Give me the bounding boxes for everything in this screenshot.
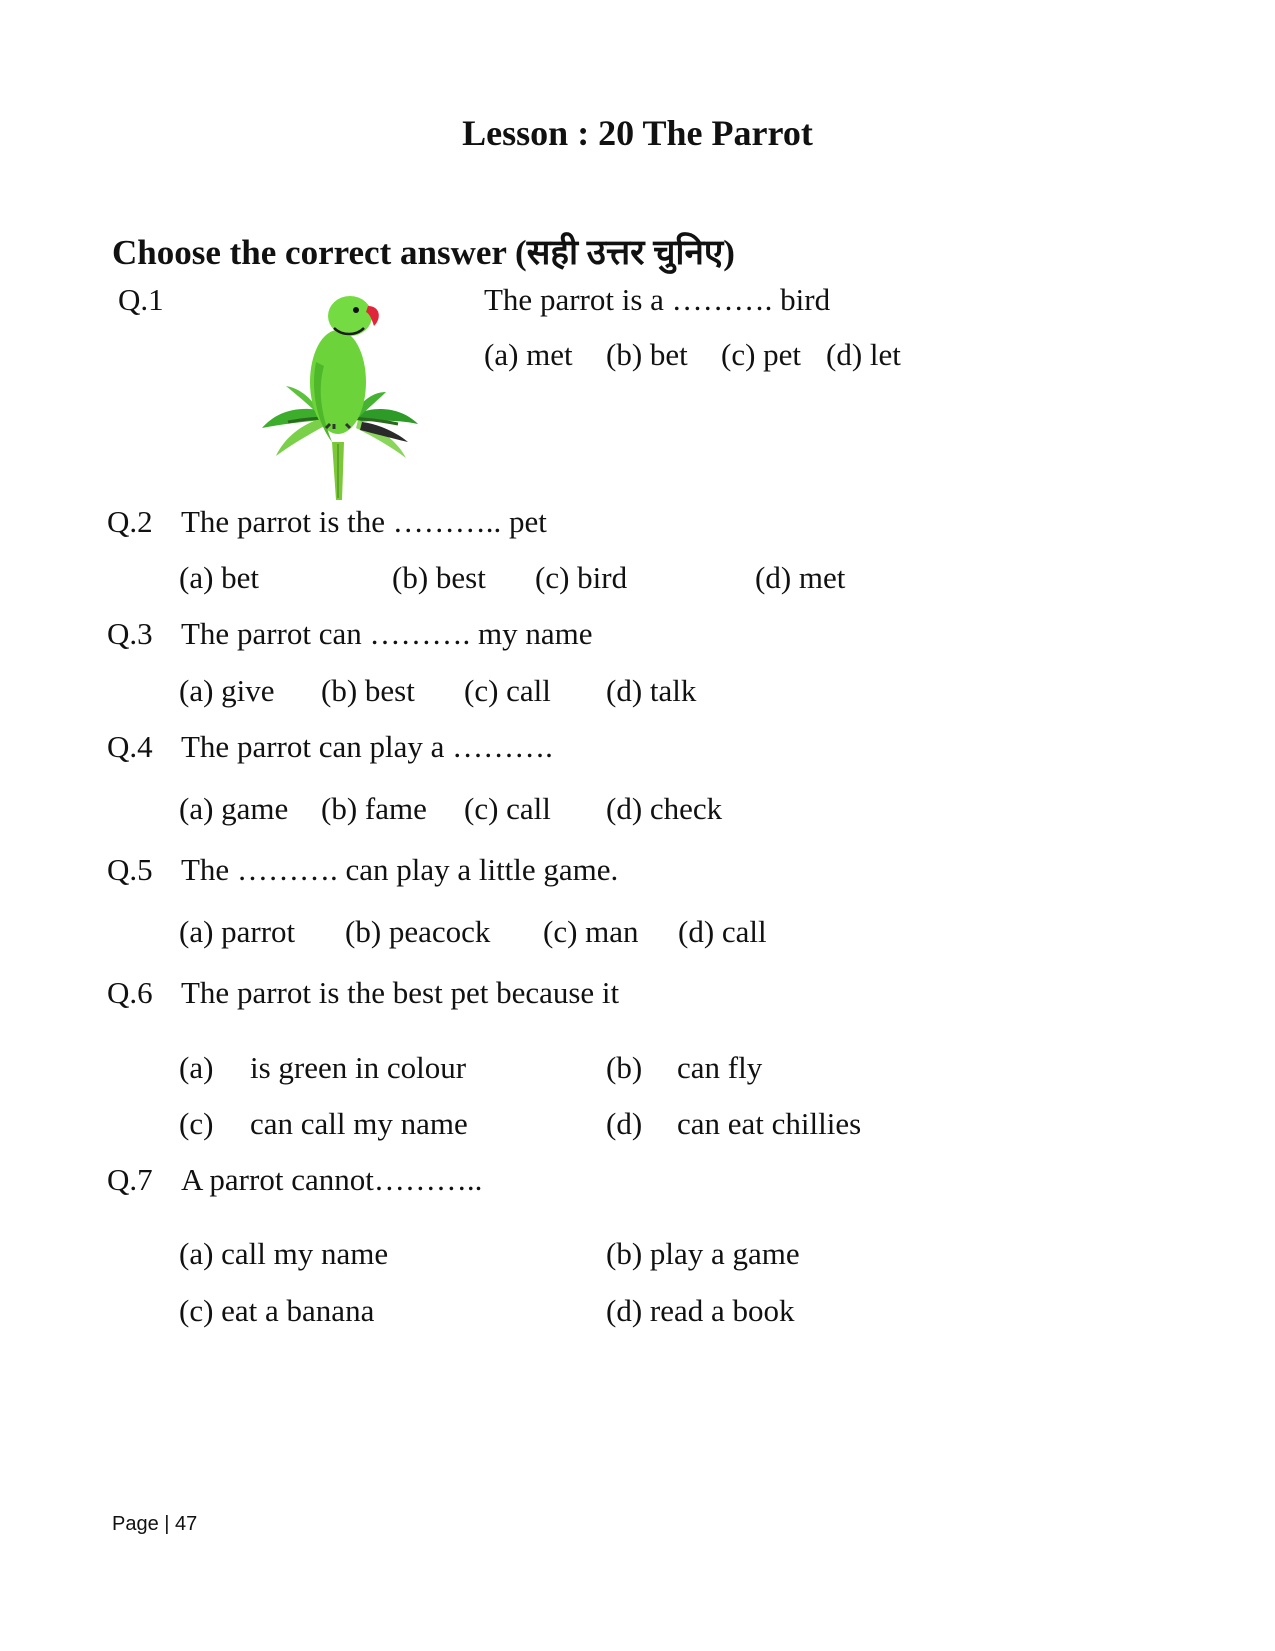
option-b-label: (b) (606, 1050, 643, 1085)
option-d: (d) check (606, 791, 723, 826)
option-a: (a) call my name (179, 1236, 389, 1271)
option-a-label: (a) (179, 1050, 214, 1085)
question-text: A parrot cannot……….. (181, 1162, 483, 1197)
option-a: (a) parrot (179, 914, 296, 949)
question-text: The ………. can play a little game. (181, 852, 619, 887)
option-d: (d) let (826, 337, 901, 372)
option-d-text: can eat chillies (677, 1106, 862, 1141)
option-a: (a) bet (179, 560, 260, 595)
question-5 (107, 852, 618, 888)
parrot-icon (258, 292, 424, 502)
question-number: Q.7 (107, 1162, 153, 1197)
question-text: The parrot is the ……….. pet (181, 504, 547, 539)
option-b-text: can fly (677, 1050, 763, 1085)
page-title: Lesson : 20 The Parrot (462, 113, 813, 153)
option-c: (c) bird (535, 560, 628, 595)
page-number: Page | 47 (112, 1513, 198, 1535)
question-text: The parrot can ………. my name (181, 616, 593, 651)
question-3 (107, 616, 592, 652)
option-c: (c) man (543, 914, 639, 949)
question-number: Q.5 (107, 852, 153, 887)
option-a: (a) met (484, 337, 573, 372)
option-a-text: is green in colour (250, 1050, 467, 1085)
option-b: (b) fame (321, 791, 427, 826)
question-text: The parrot is the best pet because it (181, 975, 620, 1010)
question-2 (107, 504, 547, 540)
option-b: (b) peacock (345, 914, 491, 949)
question-7 (107, 1162, 482, 1198)
question-text: The parrot is a ………. bird (484, 282, 831, 317)
question-number: Q.1 (118, 282, 164, 317)
option-c-label: (c) (179, 1106, 214, 1141)
question-number: Q.2 (107, 504, 153, 539)
option-c: (c) call (464, 791, 551, 826)
option-d-label: (d) (606, 1106, 643, 1141)
option-d: (d) call (678, 914, 767, 949)
question-4 (107, 729, 553, 765)
option-b: (b) best (321, 673, 415, 708)
option-a: (a) game (179, 791, 289, 826)
option-a: (a) give (179, 673, 275, 708)
option-c: (c) call (464, 673, 551, 708)
option-d: (d) met (755, 560, 846, 595)
option-b: (b) best (392, 560, 486, 595)
option-c-text: can call my name (250, 1106, 468, 1141)
option-b: (b) play a game (606, 1236, 800, 1271)
question-number: Q.6 (107, 975, 153, 1010)
option-b: (b) bet (606, 337, 688, 372)
option-c: (c) pet (721, 337, 802, 372)
option-d: (d) read a book (606, 1293, 795, 1328)
instruction-heading: Choose the correct answer (सही उत्तर चुनिए) (112, 233, 735, 272)
question-6 (107, 975, 619, 1011)
question-text: The parrot can play a ………. (181, 729, 553, 764)
option-c: (c) eat a banana (179, 1293, 375, 1328)
option-d: (d) talk (606, 673, 697, 708)
question-number: Q.3 (107, 616, 153, 651)
question-number: Q.4 (107, 729, 153, 764)
